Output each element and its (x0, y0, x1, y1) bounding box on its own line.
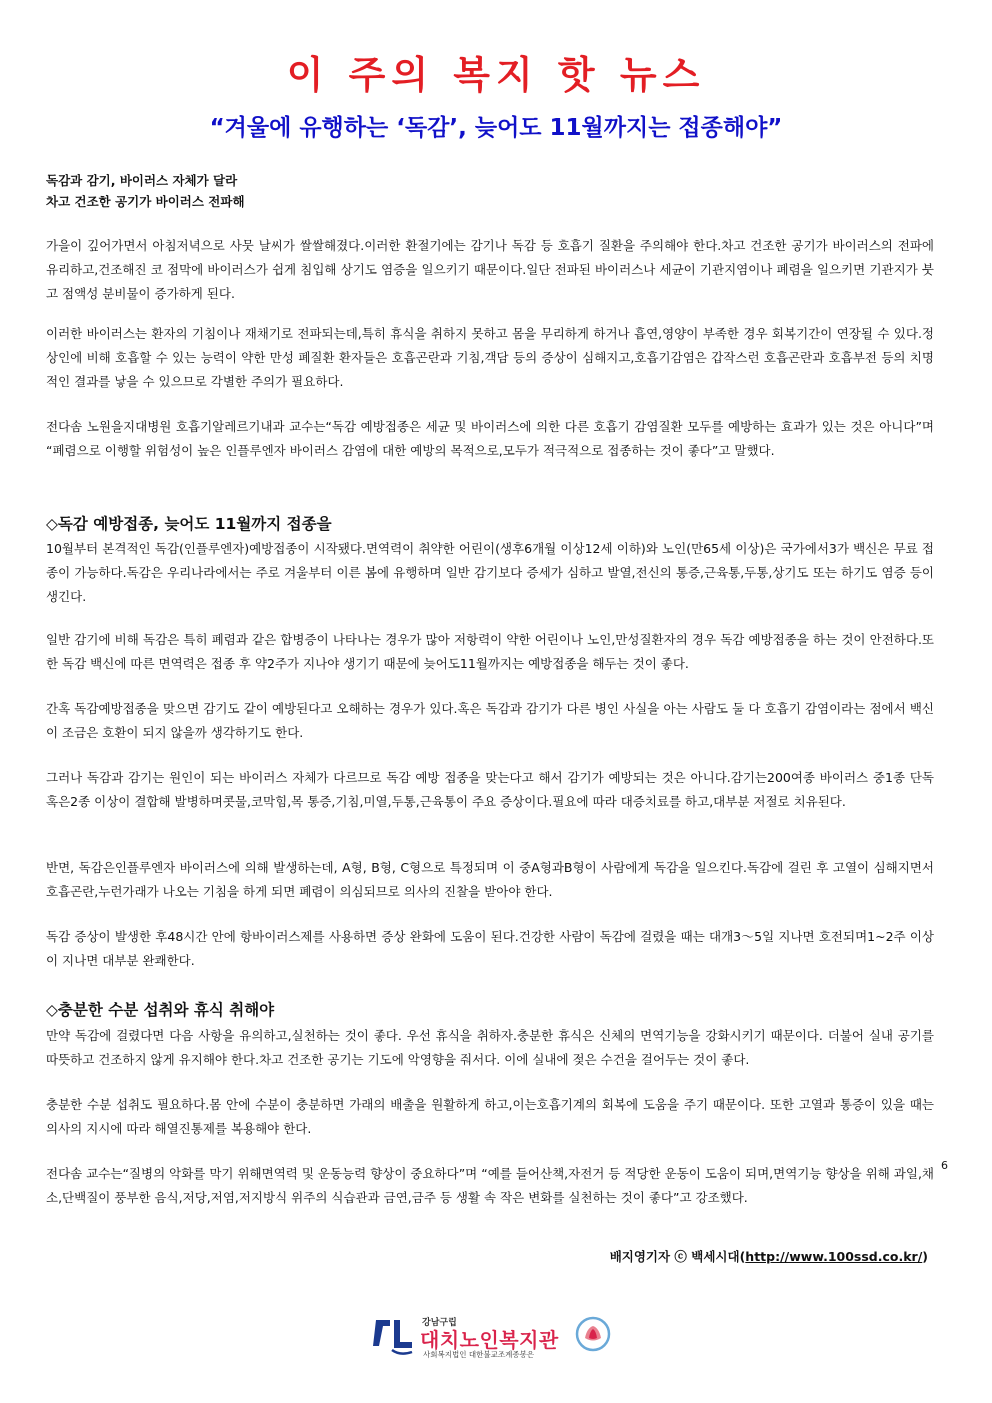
byline-close: ) (922, 1249, 928, 1264)
byline-text: 배지영기자 ⓒ 백세시대( (609, 1249, 746, 1264)
logo-main-text: 대치노인복지관 (420, 1328, 559, 1352)
lotus-emblem-icon (575, 1316, 611, 1352)
intro-paragraph: 전다솜 노원을지대병원 호흡기알레르기내과 교수는“독감 예방접종은 세균 및 바이러스에 의한 다른 호흡기 감염질환 모두를 예방하는 효과가 있는 것은 아니다”며 “폐렴으로 이행할 위험성이 높은 인플루엔자 바이러스 감염에 대한 예방의 목적으로,모두가 적극적으로 접종하는 것이 좋다”고 말했다. (46, 419, 934, 458)
article-leads (46, 170, 746, 212)
intro-paragraph: 가을이 깊어가면서 아침저녁으로 사뭇 날씨가 쌀쌀해졌다.이러한 환절기에는 감기나 독감 등 호흡기 질환을 주의해야 한다.차고 건조한 공기가 바이러스의 전파에 유리하고,건조해진 코 점막에 바이러스가 쉽게 침입해 상기도 염증을 일으키기 때문이다.일단 전파된 바이러스나 세균이 기관지염이나 폐렴을 일으키면 기관지가 붓고 점액성 분비물이 증가하게 된다. (46, 238, 934, 301)
logo-top-text: 강남구립 (422, 1318, 457, 1328)
body-paragraph: 일반 감기에 비해 독감은 특히 폐렴과 같은 합병증이 나타나는 경우가 많아 저항력이 약한 어린이나 노인,만성질환자의 경우 독감 예방접종을 하는 것이 안전하다.또한 독감 백신에 따른 면역력은 접종 후 약2주가 지나야 생기기 때문에 늦어도11월까지는 예방접종을 해두는 것이 좋다. (46, 632, 934, 671)
footer-logo (370, 1312, 620, 1362)
body-paragraph: 만약 독감에 걸렸다면 다음 사항을 유의하고,실천하는 것이 좋다. 우선 휴식을 취하자.충분한 휴식은 신체의 면역기능을 강화시키기 때문이다. 더불어 실내 공기를 따뜻하고 건조하지 않게 유지해야 한다.차고 건조한 공기는 기도에 악영향을 줘서다. 이에 실내에 젖은 수건을 걸어두는 것이 좋다. (46, 1028, 934, 1067)
body-paragraph: 전다솜 교수는“질병의 악화를 막기 위해면역력 및 운동능력 향상이 중요하다”며 “예를 들어산책,자전거 등 적당한 운동이 도움이 되며,면역기능 향상을 위해 과일,채소,단백질이 풍부한 음식,저당,저염,저지방식 위주의 식습관과 금연,금주 등 생활 속 작은 변화를 실천하는 것이 좋다”고 강조했다. (46, 1166, 934, 1205)
byline (610, 1247, 928, 1265)
body-paragraph: 그러나 독감과 감기는 원인이 되는 바이러스 자체가 다르므로 독감 예방 접종을 맞는다고 해서 감기가 예방되는 것은 아니다.감기는200여종 바이러스 중1종 단독 혹은2종 이상이 결합해 발병하며콧물,코막힘,목 통증,기침,미열,두통,근육통이 주요 증상이다.필요에 따라 대증치료를 하고,대부분 저절로 치유된다. (46, 770, 934, 809)
lead-line: 독감과 감기, 바이러스 자체가 달라 (46, 173, 238, 188)
page-number: 6 (941, 1159, 948, 1172)
body-paragraph: 10월부터 본격적인 독감(인플루엔자)예방접종이 시작됐다.면역력이 취약한 어린이(생후6개월 이상12세 이하)와 노인(만65세 이상)은 국가에서3가 백신은 무료 접종이 가능하다.독감은 우리나라에서는 주로 겨울부터 이른 봄에 유행하며 일반 감기보다 증세가 심하고 발열,전신의 통증,근육통,두통,상기도 또는 하기도 염증 등이 생긴다. (46, 541, 934, 604)
article-subtitle: “겨울에 유행하는 ‘독감’, 늦어도 11월까지는 접종해야” (209, 115, 783, 141)
source-link[interactable]: http://www.100ssd.co.kr/ (745, 1249, 923, 1264)
lead-line: 차고 건조한 공기가 바이러스 전파해 (46, 194, 245, 209)
section-heading-vaccination: ◇독감 예방접종, 늦어도 11월까지 접종을 (46, 515, 332, 533)
intro-paragraph: 이러한 바이러스는 환자의 기침이나 재채기로 전파되는데,특히 휴식을 취하지 못하고 몸을 무리하게 하거나 흡연,영양이 부족한 경우 회복기간이 연장될 수 있다.정상인에 비해 호흡할 수 있는 능력이 약한 만성 폐질환 환자들은 호흡곤란과 기침,객담 등의 증상이 심해지고,호흡기감염은 갑작스런 호흡곤란과 호흡부전 등의 치명적인 결과를 낳을 수 있으므로 각별한 주의가 필요하다. (46, 326, 934, 389)
body-paragraph: 반면, 독감은인플루엔자 바이러스에 의해 발생하는데, A형, B형, C형으로 특정되며 이 중A형과B형이 사람에게 독감을 일으킨다.독감에 걸린 후 고열이 심해지면서 호흡곤란,누런가래가 나오는 기침을 하게 되면 폐렴이 의심되므로 의사의 진찰을 받아야 한다. (46, 860, 934, 899)
welfare-center-logo-mark-icon (370, 1312, 416, 1358)
section-heading-rest: ◇충분한 수분 섭취와 휴식 취해야 (46, 1001, 275, 1019)
logo-sub-text: 사회복지법인 대한불교조계종봉은 (423, 1350, 535, 1359)
body-paragraph: 독감 증상이 발생한 후48시간 안에 항바이러스제를 사용하면 증상 완화에 도움이 된다.건강한 사람이 독감에 걸렸을 때는 대개3～5일 지나면 호전되며1~2주 이상이 지나면 대부분 완쾌한다. (46, 929, 934, 968)
page-title: 이 주의 복지 핫 뉴스 (286, 53, 706, 97)
body-paragraph: 간혹 독감예방접종을 맞으면 감기도 같이 예방된다고 오해하는 경우가 있다.혹은 독감과 감기가 다른 병인 사실을 아는 사람도 둘 다 호흡기 감염이라는 점에서 백신이 조금은 호환이 되지 않을까 생각하기도 한다. (46, 701, 934, 740)
body-paragraph: 충분한 수분 섭취도 필요하다.몸 안에 수분이 충분하면 가래의 배출을 원활하게 하고,이는호흡기계의 회복에 도움을 주기 때문이다. 또한 고열과 통증이 있을 때는 의사의 지시에 따라 해열진통제를 복용해야 한다. (46, 1097, 934, 1136)
